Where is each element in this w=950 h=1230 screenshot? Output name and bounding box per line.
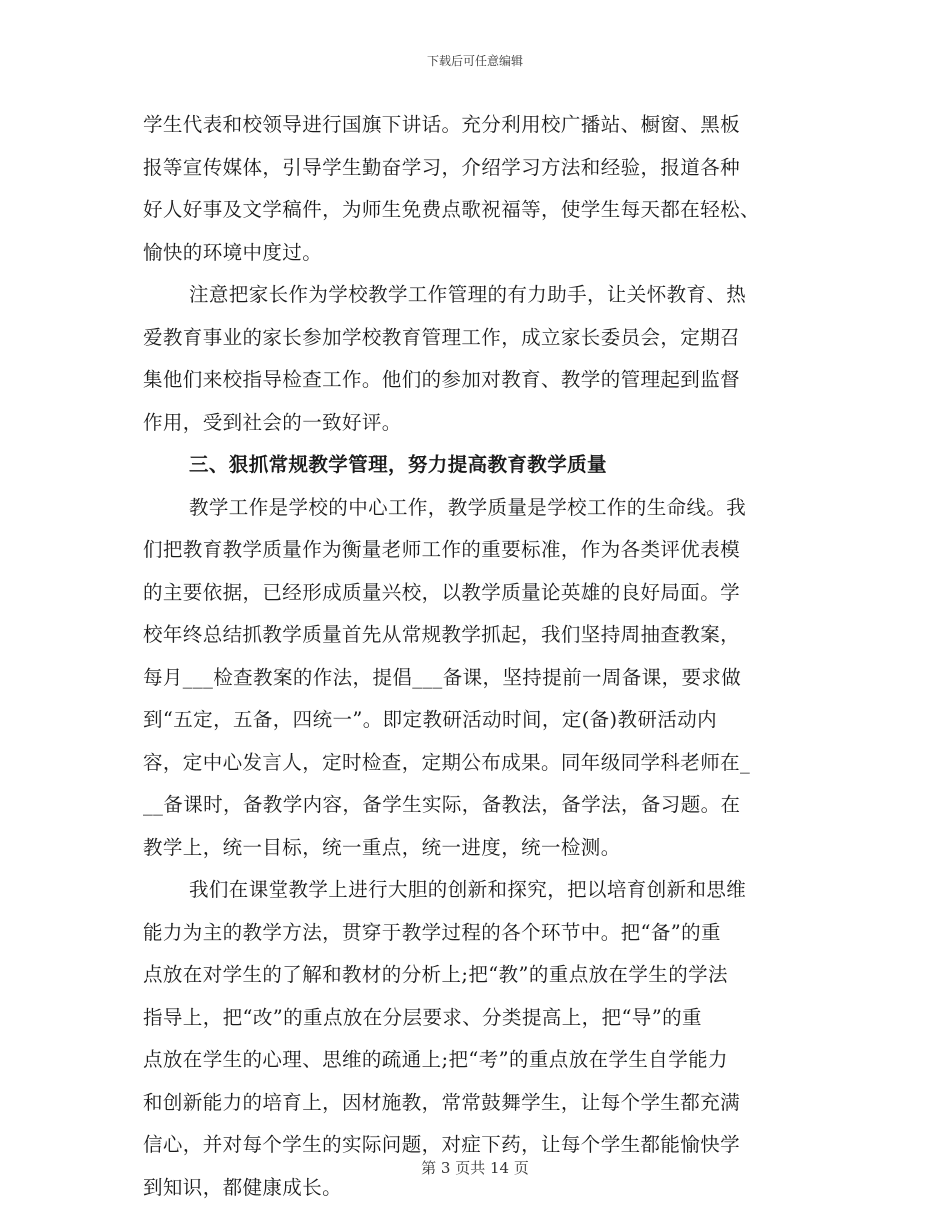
page-footer: 第 3 页共 14 页 (421, 1159, 529, 1177)
document-body (143, 104, 807, 1209)
body-line: 教学上，统一目标，统一重点，统一进度，统一检测。 (143, 835, 621, 859)
body-line: 爱教育事业的家长参加学校教育管理工作，成立家长委员会，定期召 (143, 325, 741, 349)
body-line: 点放在对学生的了解和教材的分析上;把“教”的重点放在学生的学法 (143, 963, 728, 986)
body-line: 好人好事及文学稿件，为师生免费点歌祝福等，使学生每天都在轻松、 (143, 198, 760, 221)
body-line: 注意把家长作为学校教学工作管理的有力助手，让关怀教育、热 (189, 283, 747, 306)
body-line: 教学工作是学校的中心工作，教学质量是学校工作的生命线。我 (189, 495, 747, 519)
body-line: 校年终总结抓教学质量首先从常规教学抓起，我们坚持周抽查教案， (143, 623, 741, 646)
body-line: 的主要依据，已经形成质量兴校，以教学质量论英雄的良好局面。学 (143, 580, 741, 604)
body-line: 作用，受到社会的一致好评。 (143, 410, 402, 434)
body-line: 学生代表和校领导进行国旗下讲话。充分利用校广播站、橱窗、黑板 (143, 113, 741, 136)
section-heading: 三、狠抓常规教学管理，努力提高教育教学质量 (189, 453, 607, 476)
body-line: 和创新能力的培育上，因材施教，常常鼓舞学生，让每个学生都充满 (143, 1090, 741, 1114)
body-line: 到知识，都健康成长。 (143, 1175, 343, 1199)
body-line: 信心，并对每个学生的实际问题，对症下药，让每个学生都能愉快学 (143, 1133, 741, 1156)
body-line: 报等宣传媒体，引导学生勤奋学习，介绍学习方法和经验，报道各种 (143, 155, 741, 179)
body-line: 我们在课堂教学上进行大胆的创新和探究，把以培育创新和思维 (189, 878, 747, 901)
body-line: 点放在学生的心理、思维的疏通上;把“考”的重点放在学生自学能力 (143, 1048, 728, 1071)
body-line: __备课时，备教学内容，备学生实际，备教法，备学法，备习题。在 (143, 793, 741, 816)
body-line: 集他们来校指导检查工作。他们的参加对教育、教学的管理起到监督 (143, 368, 741, 391)
body-line: 能力为主的教学方法，贯穿于教学过程的各个环节中。把“备”的重 (143, 920, 721, 944)
page-header: 下载后可任意编辑 (426, 54, 523, 68)
body-line: 愉快的环境中度过。 (143, 240, 323, 264)
body-line: 每月___检查教案的作法，提倡___备课，坚持提前一周备课，要求做 (143, 665, 742, 689)
body-line: 容，定中心发言人，定时检查，定期公布成果。同年级同学科老师在_ (143, 750, 751, 774)
body-line: 到“五定，五备，四统一”。即定教研活动时间，定(备)教研活动内 (143, 708, 718, 731)
body-line: 们把教育教学质量作为衡量老师工作的重要标准，作为各类评优表模 (143, 538, 741, 561)
body-line: 指导上，把“改”的重点放在分层要求、分类提高上，把“导”的重 (143, 1005, 702, 1029)
